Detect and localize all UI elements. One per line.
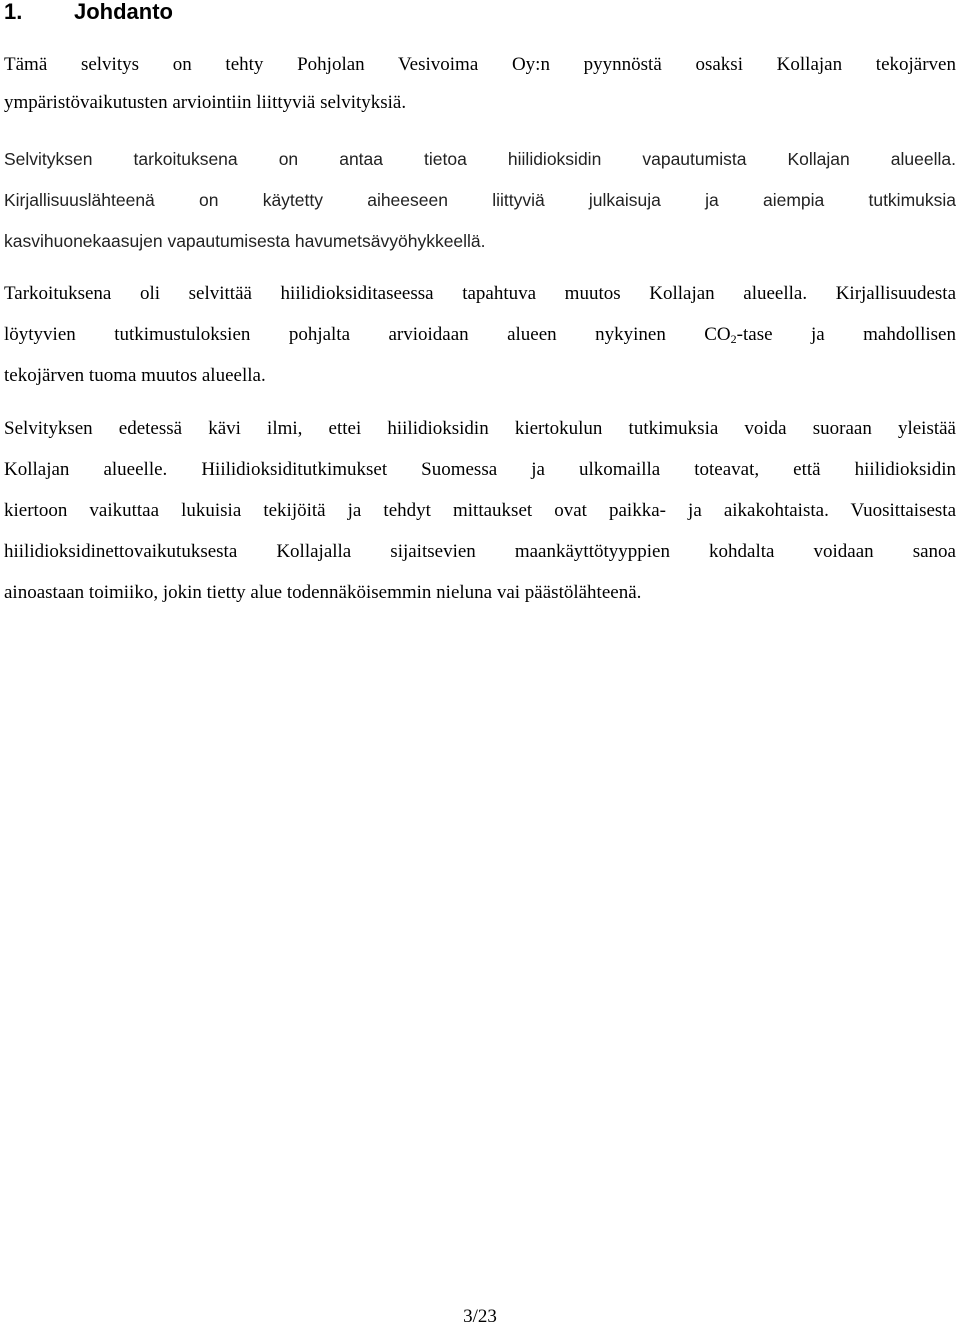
paragraph-2-line-1: Selvityksen tarkoituksena on antaa tietoa hiilidioksidin vapautumista Kollajan alueella.: [4, 149, 956, 169]
paragraph-4-line-3: kiertoon vaikuttaa lukuisia tekijöitä ja tehdyt mittaukset ovat paikka- ja aikakohtaista. Vuosittaisesta: [4, 500, 956, 521]
paragraph-1-line-2: ympäristövaikutusten arviointiin liittyviä selvityksiä.: [4, 92, 407, 113]
paragraph-4-line-5: ainoastaan toimiiko, jokin tietty alue todennäköisemmin nieluna vai päästölähteenä.: [4, 582, 642, 603]
paragraph-2-line-3: kasvihuonekaasujen vapautumisesta havumetsävyöhykkeellä.: [4, 231, 486, 251]
section-title: Johdanto: [74, 0, 173, 24]
paragraph-3-line-2-rest: -tase ja mahdollisen: [736, 324, 956, 345]
paragraph-3-line-1: Tarkoituksena oli selvittää hiilidioksiditaseessa tapahtuva muutos Kollajan alueella. Kirjallisuudesta: [4, 283, 956, 304]
paragraph-2-line-2: Kirjallisuuslähteenä on käytetty aiheeseen liittyviä julkaisuja ja aiempia tutkimuksia: [4, 190, 956, 210]
paragraph-3-line-2-text: löytyvien tutkimustuloksien pohjalta arvioidaan alueen nykyinen CO: [4, 324, 731, 345]
section-number: 1.: [4, 0, 23, 24]
co2-subscript: 2: [730, 332, 737, 346]
paragraph-1-line-1: Tämä selvitys on tehty Pohjolan Vesivoima Oy:n pyynnöstä osaksi Kollajan tekojärven: [4, 54, 956, 75]
page-number: 3/23: [463, 1306, 497, 1327]
paragraph-3-line-2: [4, 322, 956, 348]
paragraph-3-line-3: tekojärven tuoma muutos alueella.: [4, 365, 266, 386]
paragraph-4-line-4: hiilidioksidinettovaikutuksesta Kollajalla sijaitsevien maankäyttötyyppien kohdalta voidaan sanoa: [4, 541, 956, 562]
paragraph-4-line-2: Kollajan alueelle. Hiilidioksiditutkimukset Suomessa ja ulkomailla toteavat, että hiilidioksidin: [4, 459, 956, 480]
section-heading: [4, 0, 173, 26]
paragraph-4-line-1: Selvityksen edetessä kävi ilmi, ettei hiilidioksidin kiertokulun tutkimuksia voida suoraan yleistää: [4, 418, 956, 439]
